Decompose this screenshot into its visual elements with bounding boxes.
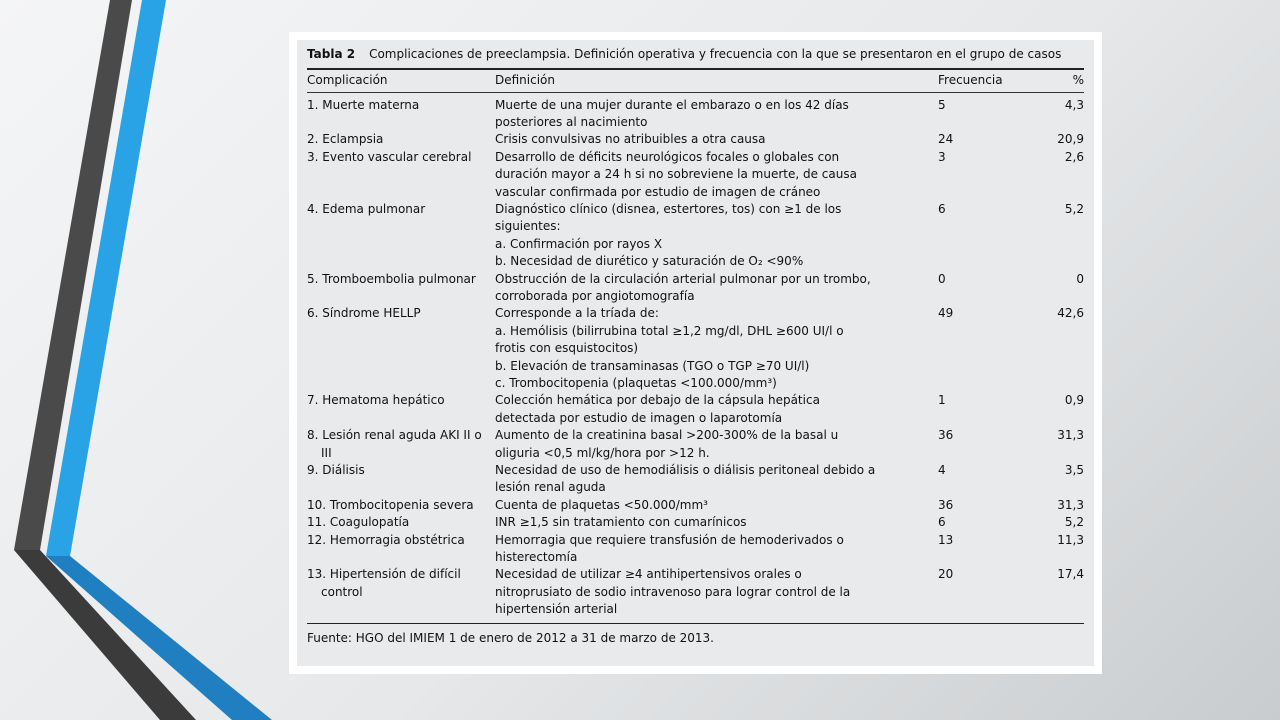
definition-line: Muerte de una mujer durante el embarazo o en los 42 días (495, 97, 849, 112)
cell-porcentaje: 0 (1076, 271, 1084, 286)
header-porcentaje: % (1072, 72, 1084, 87)
definition-line: duración mayor a 24 h si no sobreviene la muerte, de causa (495, 167, 857, 182)
definition-line: oliguria <0,5 ml/kg/hora por >12 h. (495, 445, 710, 460)
table-row (307, 305, 1084, 392)
definition-line: INR ≥1,5 sin tratamiento con cumarínicos (495, 515, 747, 530)
cell-frecuencia: 6 (938, 201, 946, 216)
cell-definicion (495, 149, 932, 201)
cell-definicion (495, 566, 932, 618)
cell-definicion (495, 462, 932, 497)
cell-complicacion: 4. Edema pulmonar (307, 201, 426, 216)
definition-line: corroborada por angiotomografía (495, 288, 695, 303)
definition-line: Necesidad de uso de hemodiálisis o diálisis peritoneal debido a (495, 463, 876, 478)
complications-table (297, 40, 1094, 666)
cell-porcentaje: 20,9 (1057, 132, 1084, 147)
definition-line: lesión renal aguda (495, 480, 606, 495)
cell-frecuencia: 3 (938, 149, 946, 164)
definition-line: Cuenta de plaquetas <50.000/mm³ (495, 497, 708, 512)
definition-line: posteriores al nacimiento (495, 114, 648, 129)
cell-frecuencia: 5 (938, 97, 946, 112)
cell-frecuencia: 36 (938, 428, 954, 443)
cell-definicion (495, 532, 932, 567)
table-row (307, 97, 1084, 132)
definition-line: Desarrollo de déficits neurológicos focales o globales con (495, 149, 840, 164)
cell-porcentaje: 0,9 (1064, 393, 1084, 408)
definition-line: b. Necesidad de diurético y saturación de O₂ <90% (495, 254, 804, 269)
definition-line: detectada por estudio de imagen o laparotomía (495, 410, 783, 425)
table-row (307, 131, 1084, 148)
definition-line: Diagnóstico clínico (disnea, estertores, tos) con ≥1 de los (495, 201, 842, 216)
cell-definicion (495, 392, 932, 427)
cell-definicion (495, 497, 932, 514)
definition-line: Hemorragia que requiere transfusión de hemoderivados o (495, 532, 844, 547)
cell-frecuencia: 1 (938, 393, 946, 408)
cell-porcentaje: 31,3 (1057, 428, 1084, 443)
cell-porcentaje: 3,5 (1064, 463, 1084, 478)
definition-line: hipertensión arterial (495, 602, 618, 617)
definition-line: frotis con esquistocitos) (495, 341, 639, 356)
table-label: Tabla 2 (307, 47, 356, 61)
table-row (307, 514, 1084, 531)
definition-line: histerectomía (495, 550, 578, 565)
table-row (307, 462, 1084, 497)
table-caption: Complicaciones de preeclampsia. Definición operativa y frecuencia con la que se presentaron en el grupo de casos (369, 47, 1062, 61)
cell-porcentaje: 11,3 (1057, 532, 1084, 547)
cell-complicacion: 12. Hemorragia obstétrica (307, 532, 465, 547)
definition-line: Obstrucción de la circulación arterial pulmonar por un trombo, (495, 271, 871, 286)
cell-complicacion: 10. Trombocitopenia severa (307, 497, 474, 512)
cell-complicacion: 11. Coagulopatía (307, 515, 410, 530)
header-frecuencia: Frecuencia (938, 72, 1003, 87)
cell-porcentaje: 2,6 (1064, 149, 1084, 164)
cell-complicacion: 5. Tromboembolia pulmonar (307, 271, 476, 286)
cell-porcentaje: 5,2 (1064, 201, 1084, 216)
table-row (307, 427, 1084, 462)
table-header (307, 70, 1084, 92)
definition-line: Colección hemática por debajo de la cápsula hepática (495, 393, 820, 408)
cell-complicacion: 1. Muerte materna (307, 97, 420, 112)
table-row (307, 497, 1084, 514)
cell-porcentaje: 4,3 (1064, 97, 1084, 112)
definition-line: Necesidad de utilizar ≥4 antihipertensivos orales o (495, 567, 802, 582)
cell-complicacion: 2. Eclampsia (307, 132, 384, 147)
table-row (307, 149, 1084, 201)
definition-line: a. Hemólisis (bilirrubina total ≥1,2 mg/dl, DHL ≥600 UI/l o (495, 323, 844, 338)
definition-line: Crisis convulsivas no atribuibles a otra causa (495, 132, 766, 147)
cell-frecuencia: 20 (938, 567, 954, 582)
definition-line: vascular confirmada por estudio de imagen de cráneo (495, 184, 821, 199)
cell-porcentaje: 17,4 (1057, 567, 1084, 582)
definition-line: Aumento de la creatinina basal >200-300% de la basal u (495, 428, 839, 443)
definition-line: a. Confirmación por rayos X (495, 236, 663, 251)
definition-line: siguientes: (495, 219, 561, 234)
cell-frecuencia: 24 (938, 132, 954, 147)
cell-definicion (495, 514, 932, 531)
cell-frecuencia: 0 (938, 271, 946, 286)
cell-complicacion: 3. Evento vascular cerebral (307, 149, 472, 164)
cell-definicion (495, 271, 932, 306)
cell-porcentaje: 5,2 (1064, 515, 1084, 530)
header-rule (307, 92, 1084, 93)
definition-line: c. Trombocitopenia (plaquetas <100.000/mm³) (495, 376, 777, 390)
cell-definicion (495, 97, 932, 132)
table-footnote: Fuente: HGO del IMIEM 1 de enero de 2012 a 31 de marzo de 2013. (307, 631, 714, 646)
cell-definicion (495, 131, 932, 148)
cell-complicacion: 6. Síndrome HELLP (307, 306, 421, 321)
table-card (289, 32, 1102, 674)
table-row (307, 566, 1084, 618)
bottom-rule (307, 623, 1084, 625)
cell-definicion (495, 427, 932, 462)
cell-complicacion: 8. Lesión renal aguda AKI II o III (307, 428, 482, 460)
table-title (307, 46, 1084, 68)
cell-porcentaje: 31,3 (1057, 497, 1084, 512)
cell-definicion (495, 305, 932, 392)
definition-line: Corresponde a la tríada de: (495, 306, 659, 321)
definition-line: nitroprusiato de sodio intravenoso para lograr control de la (495, 584, 851, 599)
table-row (307, 271, 1084, 306)
header-definicion: Definición (495, 72, 555, 87)
cell-frecuencia: 49 (938, 306, 954, 321)
cell-frecuencia: 13 (938, 532, 954, 547)
cell-frecuencia: 4 (938, 463, 946, 478)
dark-stripe-lower (14, 550, 196, 720)
cell-complicacion: 9. Diálisis (307, 463, 365, 478)
cell-frecuencia: 36 (938, 497, 954, 512)
table-row (307, 392, 1084, 427)
cell-porcentaje: 42,6 (1057, 306, 1084, 321)
table-row (307, 201, 1084, 271)
table-row (307, 532, 1084, 567)
cell-complicacion: 13. Hipertensión de difícil control (307, 567, 461, 599)
cell-frecuencia: 6 (938, 515, 946, 530)
definition-line: b. Elevación de transaminasas (TGO o TGP ≥70 UI/l) (495, 358, 810, 373)
header-complicacion: Complicación (307, 72, 388, 87)
cell-complicacion: 7. Hematoma hepático (307, 393, 445, 408)
table-body (307, 97, 1084, 619)
cell-definicion (495, 201, 932, 271)
